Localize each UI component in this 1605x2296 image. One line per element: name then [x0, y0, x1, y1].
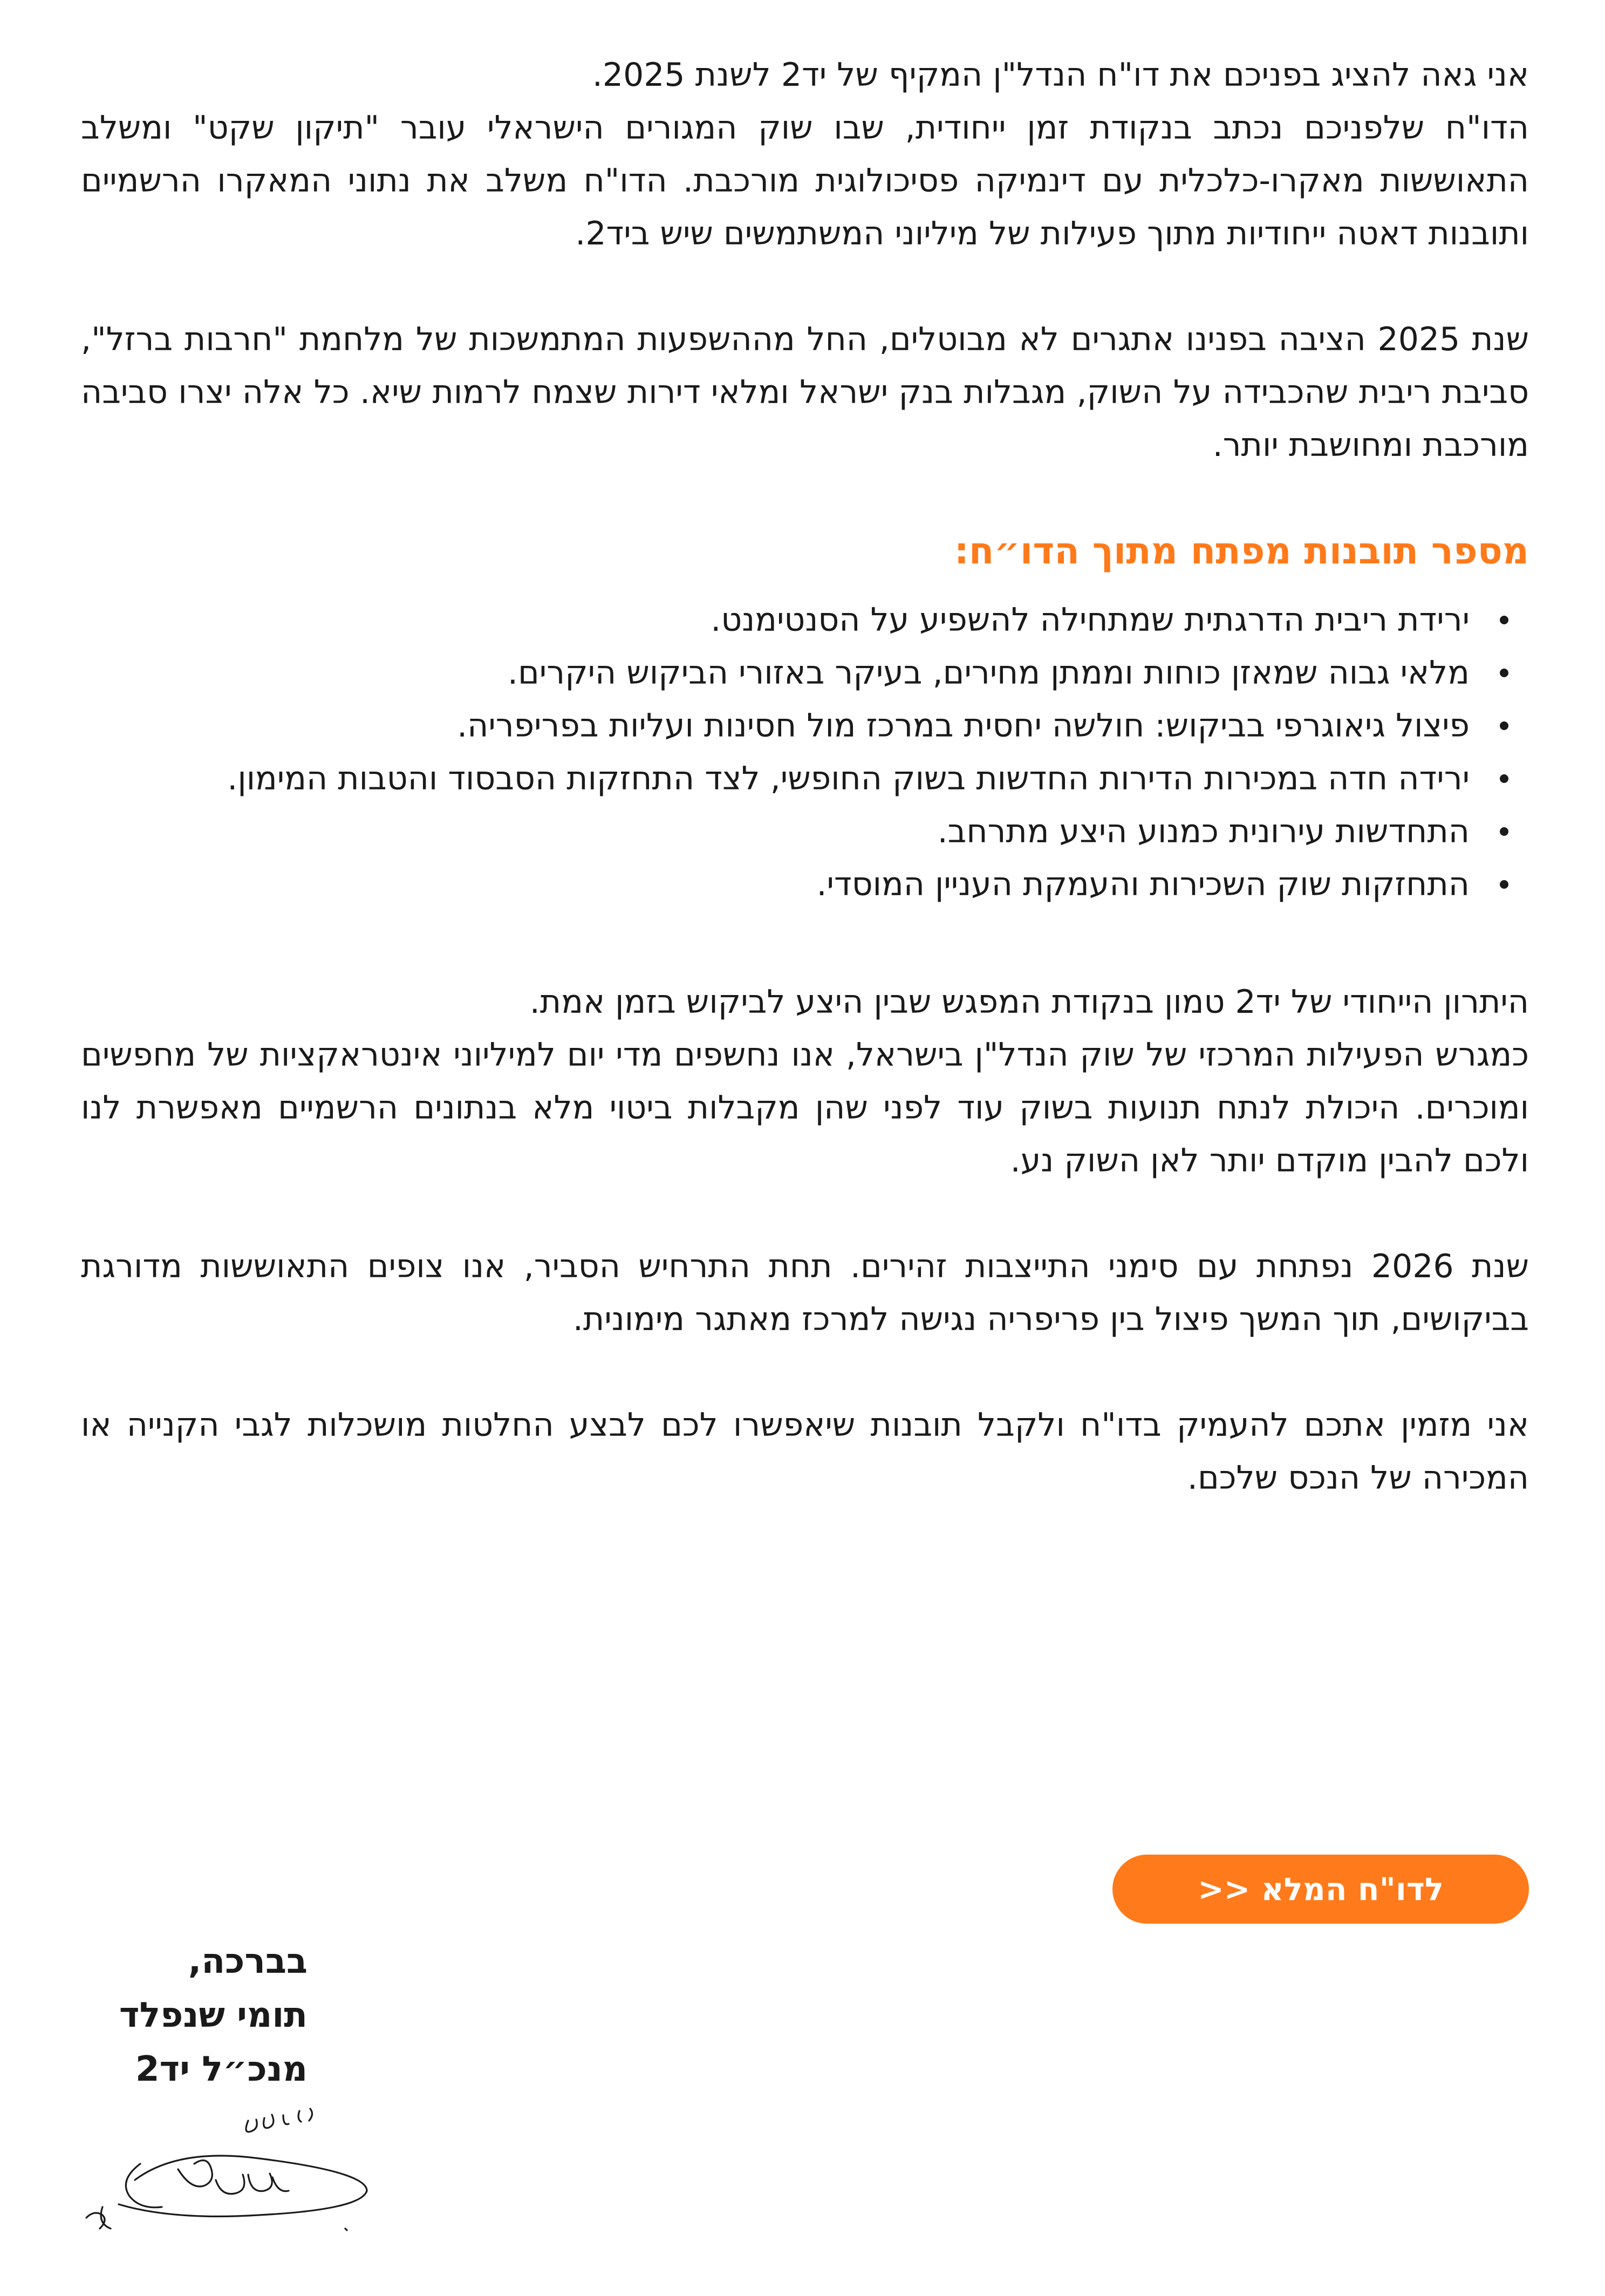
context-paragraph: שנת 2025 הציבה בפנינו אתגרים לא מבוטלים, החל מההשפעות המתמשכות של מלחמת "חרבות ברזל", סביבת ריבית שהכבידה על השוק, מגבלות בנק ישראל ומלאי דירות שצמח לרמות שיא. כל אלה יצרו סביבה מורכבת ומחושבת יותר. — [81, 321, 1529, 464]
list-item — [81, 805, 1529, 858]
advantage-line-1: היתרון הייחודי של יד2 טמון בנקודת המפגש שבין היצע לביקוש בזמן אמת. — [529, 983, 1529, 1021]
insight-text: פיצול גיאוגרפי בביקוש: חולשה יחסית במרכז מול חסינות ועליות בפריפריה. — [457, 707, 1470, 745]
insight-text: התחזקות שוק השכירות והעמקת העניין המוסדי. — [816, 866, 1470, 903]
list-item — [81, 699, 1529, 752]
insights-list — [81, 594, 1529, 911]
insight-text: ירידה חדה במכירות הדירות החדשות בשוק החופשי, לצד התחזקות הסבסוד והטבות המימון. — [227, 760, 1470, 798]
bullet-icon — [1500, 721, 1508, 730]
list-item — [81, 752, 1529, 805]
insight-text: מלאי גבוה שמאזן כוחות וממתן מחירים, בעיקר באזורי הביקוש היקרים. — [507, 654, 1470, 692]
list-item — [81, 858, 1529, 911]
full-report-button[interactable]: לדו"ח המלא << — [1112, 1855, 1529, 1924]
signoff-greeting: בברכה, — [188, 1941, 308, 1981]
signoff-title: מנכ״ל יד2 — [135, 2049, 308, 2089]
advantage-paragraph — [81, 976, 1529, 1187]
list-item — [81, 646, 1529, 699]
advantage-line-2: כמגרש הפעילות המרכזי של שוק הנדל"ן בישראל, אנו נחשפים מדי יום למיליוני אינטראקציות של מחפשים ומוכרים. היכולת לנתח תנועות בשוק עוד לפני שהן מקבלות ביטוי מלא בנתונים הרשמיים מאפשרת לנו ולכם להבין מוקדם יותר לאן השוק נע. — [81, 1036, 1529, 1180]
bullet-icon — [1500, 669, 1508, 677]
signoff — [92, 1934, 308, 2096]
cta-row — [1112, 1855, 1529, 1924]
insights-heading: מספר תובנות מפתח מתוך הדו״ח: — [954, 530, 1529, 573]
bullet-icon — [1500, 774, 1508, 783]
handwritten-signature — [70, 2099, 394, 2250]
intro-paragraph — [81, 49, 1529, 260]
bullet-icon — [1500, 880, 1508, 889]
intro-line-1: אני גאה להציג בפניכם את דו"ח הנדל"ן המקיף של יד2 לשנת 2025. — [592, 56, 1529, 94]
insight-text: התחדשות עירונית כמנוע היצע מתרחב. — [937, 813, 1470, 850]
outlook-paragraph: שנת 2026 נפתחת עם סימני התייצבות זהירים. תחת התרחיש הסביר, אנו צופים התאוששות מדורגת בביקושים, תוך המשך פיצול בין פריפריה נגישה למרכז מאתגר מימונית. — [81, 1248, 1529, 1338]
intro-line-2: הדו"ח שלפניכם נכתב בנקודת זמן ייחודית, שבו שוק המגורים הישראלי עובר "תיקון שקט" ומשלב התאוששות מאקרו-כלכלית עם דינמיקה פסיכולוגית מורכבת. הדו"ח משלב את נתוני המאקרו הרשמיים ותובנות דאטה ייחודיות מתוך פעילות של מיליוני המשתמשים שיש ביד2. — [81, 109, 1529, 253]
signoff-name: תומי שנפלד — [119, 1995, 308, 2035]
bullet-icon — [1500, 616, 1508, 624]
bullet-icon — [1500, 827, 1508, 836]
list-item — [81, 594, 1529, 646]
insight-text: ירידת ריבית הדרגתית שמתחילה להשפיע על הסנטימנט. — [711, 601, 1470, 639]
invitation-paragraph: אני מזמין אתכם להעמיק בדו"ח ולקבל תובנות שיאפשרו לכם לבצע החלטות מושכלות לגבי הקנייה או המכירה של הנכס שלכם. — [81, 1406, 1529, 1497]
letter-body — [81, 49, 1529, 1557]
